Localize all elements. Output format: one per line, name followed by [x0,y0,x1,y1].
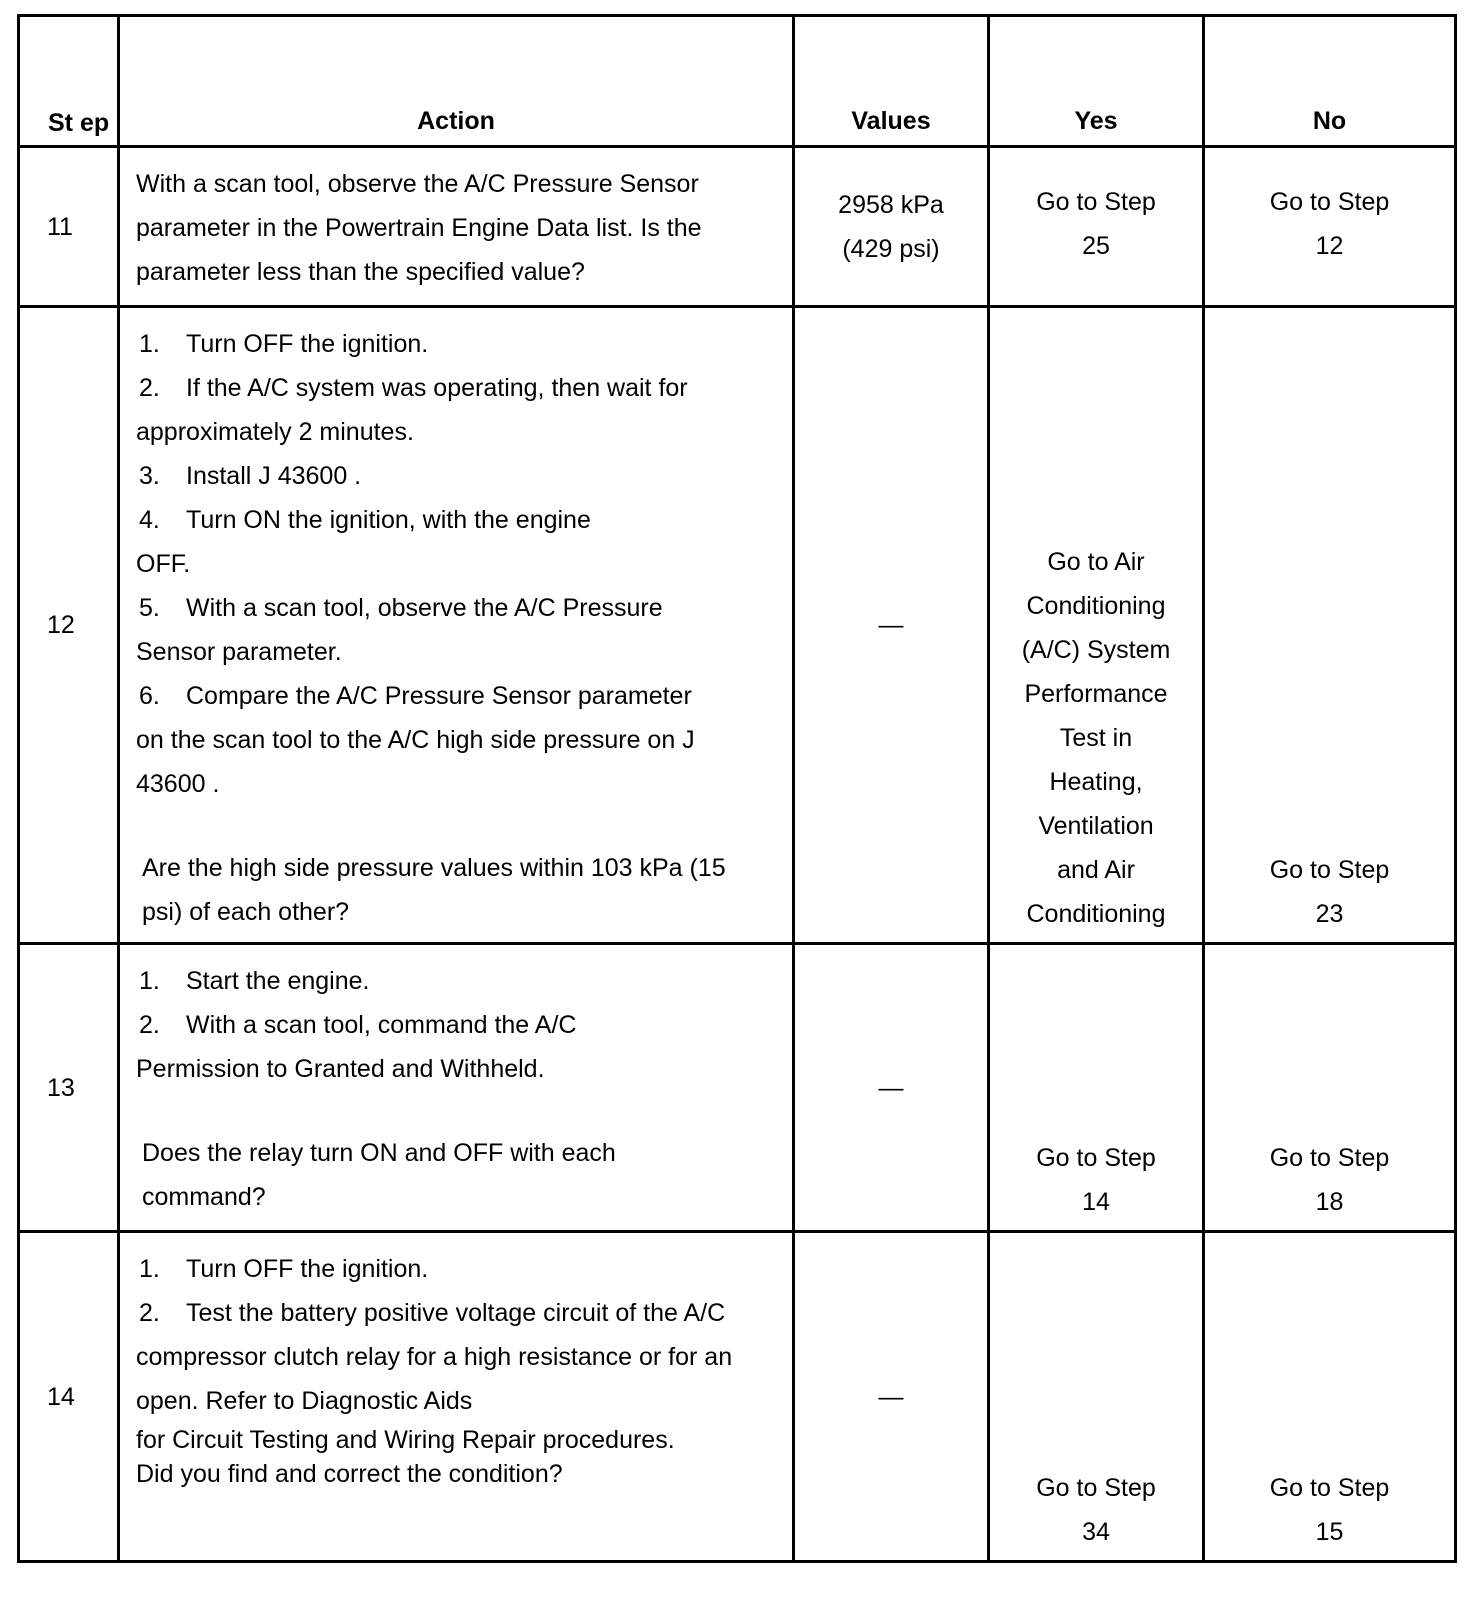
yes-line: Conditioning [1026,900,1166,928]
value-line: (429 psi) [842,234,940,263]
action-cell [119,147,794,307]
no-cell [1204,147,1456,307]
diagnostic-table [17,14,1457,1563]
no-step: 18 [1315,1188,1344,1216]
no-cell [1204,944,1456,1232]
step-number: 13 [19,944,119,1232]
list-item: 1. Turn OFF the ignition. [139,1255,429,1283]
no-link: Go to Step [1269,1144,1390,1172]
list-item: 2. Test the battery positive voltage circuit of the A/C compressor clutch relay for a high resistance or for an open. Refer to Diagnostic Aids [136,1299,733,1415]
no-cell [1204,307,1456,944]
step-number: 14 [19,1232,119,1562]
yes-line: Conditioning [1026,592,1166,620]
yes-link: Go to Step [1036,187,1156,216]
no-link: Go to Step [1269,1474,1390,1502]
step-number: 11 [19,147,119,307]
no-cell [1204,1232,1456,1562]
no-step: 12 [1315,231,1344,260]
yes-line: (A/C) System [1021,636,1171,664]
action-cell [119,1232,794,1562]
header-row [19,16,1456,147]
list-item: 6. Compare the A/C Pressure Sensor parameter on the scan tool to the A/C high side pressure on J 43600 . [136,682,695,798]
list-item: 1. Turn OFF the ignition. [139,330,429,358]
value-line: 2958 kPa [838,190,944,219]
table-row [19,307,1456,944]
yes-cell [989,147,1204,307]
list-item: 2. If the A/C system was operating, then wait for approximately 2 minutes. [136,374,688,446]
no-step: 23 [1315,900,1344,928]
action-continuation: for Circuit Testing and Wiring Repair procedures. [136,1426,675,1454]
yes-line: Go to Air [1047,548,1145,576]
header-step: St ep [19,16,119,147]
yes-step: 14 [1082,1188,1110,1216]
question-text: Are the high side pressure values within 103 kPa (15 psi) of each other? [142,854,726,926]
action-text: With a scan tool, observe the A/C Pressure Sensor parameter in the Powertrain Engine Data list. Is the parameter less than the specified value? [136,170,702,286]
table-row [19,147,1456,307]
question-text: Does the relay turn ON and OFF with each command? [142,1139,616,1211]
yes-line: Ventilation [1038,812,1154,840]
yes-step: 25 [1082,231,1110,260]
list-item: 5. With a scan tool, observe the A/C Pressure Sensor parameter. [136,594,663,666]
list-item: 1. Start the engine. [139,967,370,995]
table-row [19,944,1456,1232]
header-action: Action [119,16,794,147]
yes-cell [989,1232,1204,1562]
yes-link: Go to Step [1036,1474,1156,1502]
values-cell [794,147,989,307]
list-item: 2. With a scan tool, command the A/C Permission to Granted and Withheld. [136,1011,577,1083]
yes-link: Go to Step [1036,1144,1156,1172]
yes-line: Test in [1059,724,1133,752]
header-no: No [1204,16,1456,147]
header-values: Values [794,16,989,147]
list-item: 3. Install J 43600 . [139,462,362,490]
step-number: 12 [19,307,119,944]
yes-line: Performance [1024,680,1168,708]
yes-line: and Air [1057,856,1135,884]
yes-cell [989,944,1204,1232]
table-row [19,1232,1456,1562]
yes-line: Heating, [1049,768,1143,796]
values-cell: — [794,307,989,944]
no-step: 15 [1315,1518,1344,1546]
no-link: Go to Step [1269,187,1390,216]
yes-cell [989,307,1204,944]
values-cell: — [794,1232,989,1562]
yes-step: 34 [1082,1518,1110,1546]
no-link: Go to Step [1269,856,1390,884]
list-item: 4. Turn ON the ignition, with the engine OFF. [136,506,591,578]
question-text: Did you find and correct the condition? [136,1460,563,1488]
action-cell [119,944,794,1232]
action-cell [119,307,794,944]
values-cell: — [794,944,989,1232]
header-yes: Yes [989,16,1204,147]
